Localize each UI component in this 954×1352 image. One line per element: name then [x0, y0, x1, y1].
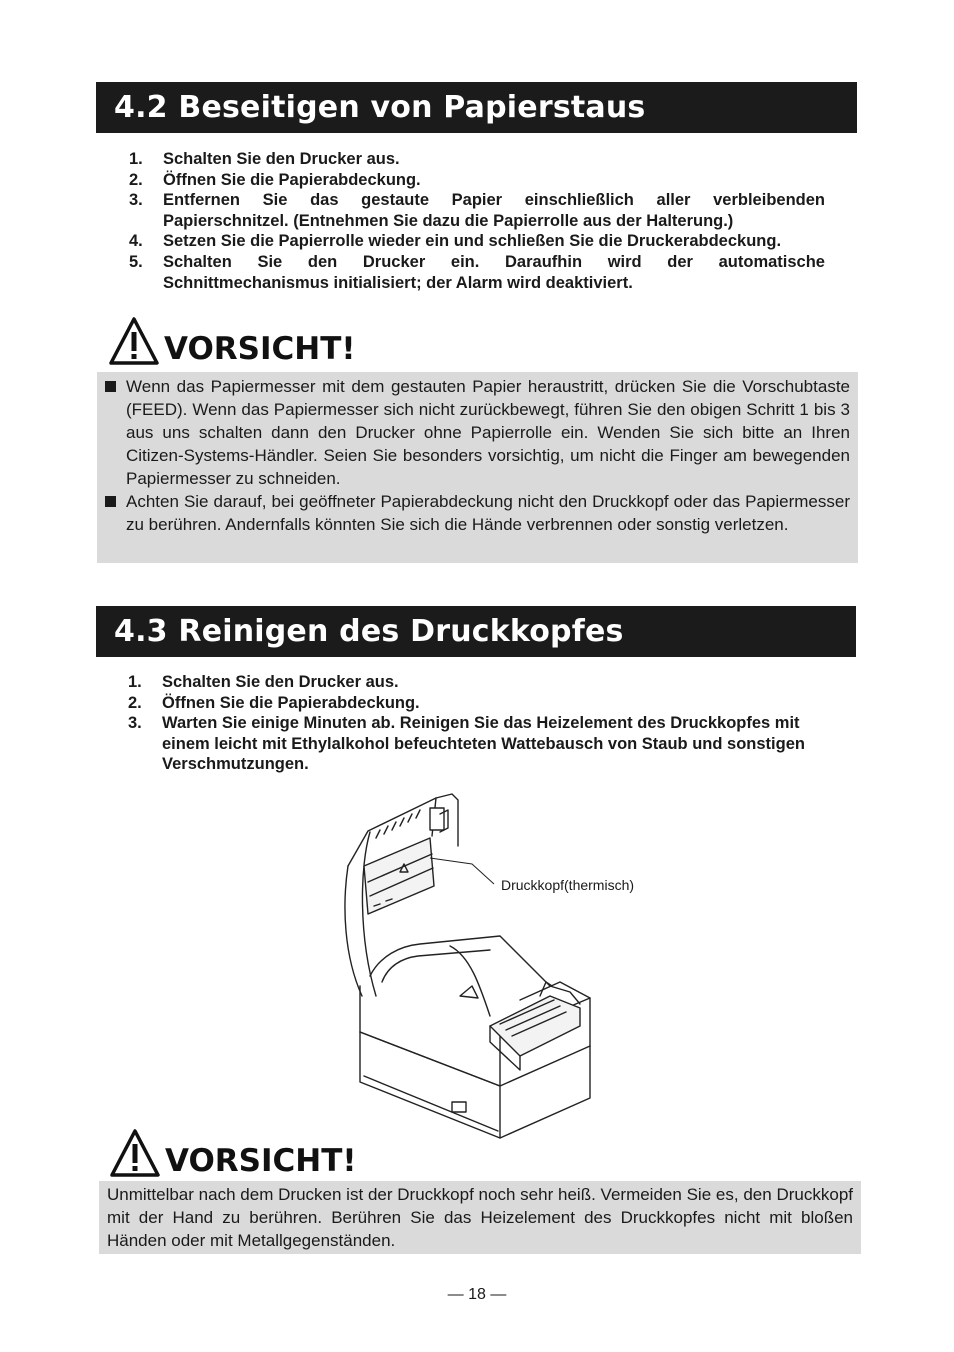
warning-triangle-icon: [108, 316, 160, 366]
section-title-paper-jam: 4.2 Beseitigen von Papierstaus: [96, 82, 857, 133]
list-item: 2. Öffnen Sie die Papierabdeckung.: [128, 693, 420, 712]
list-item: 5. Schalten Sie den Drucker ein. Daraufhin wird der automatische Schnittmechanismus initialisiert; der Alarm wird deaktiviert.: [129, 252, 825, 292]
list-item: 1. Schalten Sie den Drucker aus.: [128, 673, 399, 691]
list-item: 3. Warten Sie einige Minuten ab. Reinigen Sie das Heizelement des Druckkopfes mit einem leicht mit Ethylalkohol befeuchteten Wattebausch von Staub und sonstigen Verschmutzungen.: [128, 714, 805, 774]
cleaning-steps: [128, 672, 828, 775]
list-item: 2. Öffnen Sie die Papierabdeckung.: [129, 170, 421, 189]
caution-box: [97, 372, 858, 563]
list-item: 1. Schalten Sie den Drucker aus.: [129, 150, 400, 168]
paper-jam-steps: [129, 149, 825, 293]
caution-title: VORSICHT!: [165, 1143, 357, 1179]
section-title-cleaning: 4.3 Reinigen des Druckkopfes: [96, 606, 856, 657]
caution-title: VORSICHT!: [164, 331, 356, 367]
warning-triangle-icon: [109, 1128, 161, 1178]
figure-caption: Druckkopf(thermisch): [501, 877, 635, 893]
callout-line: [340, 786, 680, 1146]
caution-bullet: Wenn das Papiermesser mit dem gestauten Papier heraustritt, drücken Sie die Vorschubtaste (FEED). Wenn das Papiermesser sich nicht zurückbewegt, führen Sie den obigen Schritt 1 bis 3 aus uns schalten dann den Drucker ohne Papierrolle ein. Wenden Sie sich bitte an Ihren Citizen-Systems-Händler. Seien Sie besonders vorsichtig, um nicht die Finger am bewegenden Papiermesser zu schneiden.: [105, 375, 850, 490]
caution-heading: [108, 316, 356, 366]
caution-box: Unmittelbar nach dem Drucken ist der Druckkopf noch sehr heiß. Vermeiden Sie es, den Druckkopf mit der Hand zu berühren. Berühren Sie das Heizelement des Druckkopfes nicht mit bloßen Händen oder mit Metallgegenständen.: [99, 1181, 861, 1254]
caution-bullet: Achten Sie darauf, bei geöffneter Papierabdeckung nicht den Druckkopf oder das Papiermesser zu berühren. Andernfalls könnten Sie sich die Hände verbrennen oder sonstig verletzen.: [105, 490, 850, 536]
caution-heading: [109, 1128, 357, 1178]
square-bullet-icon: [105, 381, 116, 392]
list-item: 3. Entfernen Sie das gestaute Papier einschließlich aller verbleibenden Papierschnitzel. (Entnehmen Sie dazu die Papierrolle aus der Halterung.): [129, 191, 825, 230]
list-item: 4. Setzen Sie die Papierrolle wieder ein und schließen Sie die Druckerabdeckung.: [129, 232, 782, 251]
page-number: — 18 —: [447, 1286, 507, 1303]
printer-illustration: [340, 786, 680, 1146]
square-bullet-icon: [105, 496, 116, 507]
